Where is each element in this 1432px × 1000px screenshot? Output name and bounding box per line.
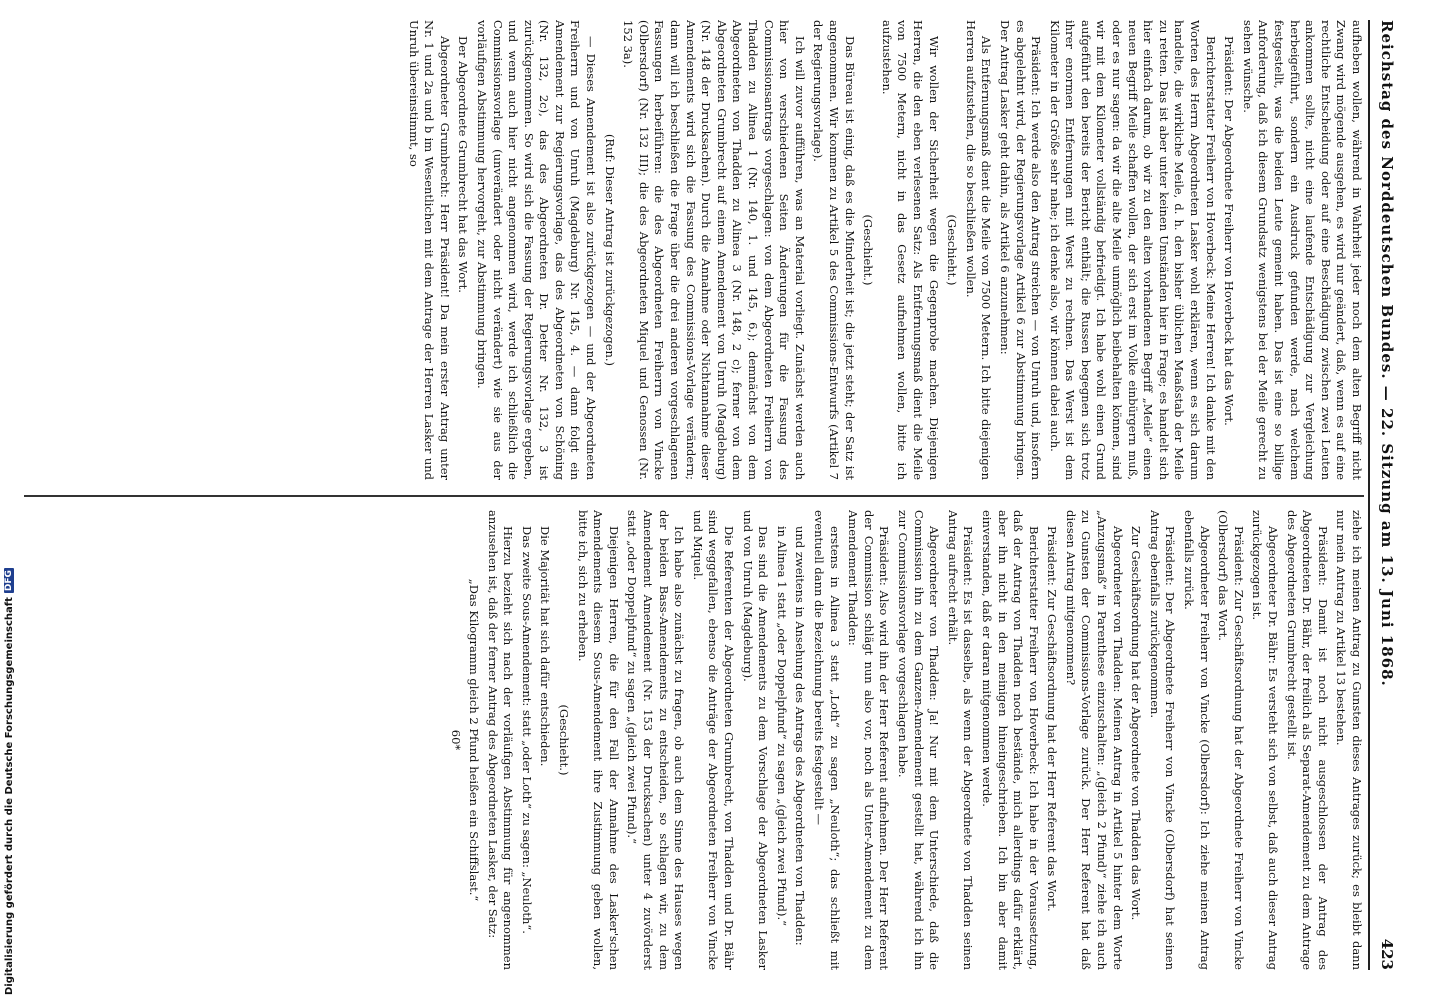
paragraph: Die Referenten der Abgeordneten Grumbrecht, von Thadden und Dr. Bähr sind weggefallen, ebenso die Anträge der Abgeordneten Freiherr von Vincke und Miquel. (690, 510, 737, 970)
paragraph: Das Büreau ist einig, daß es die Minderheit ist; die jetzt steht; der Satz ist angenommen. Wir kommen zu Artikel 5 des Commissions-Entwurfs (Artikel 7 der Regierungsvorlage). (811, 20, 857, 480)
paragraph: Ich habe also zunächst zu fragen, ob auch dem Sinne des Hauses wegen der beiden Bass-Amendements zu entscheiden, so schlagen wir, zu dem Amendement Amendement (Nr. 153 der Drucksachen) unter 4 zuvörderst statt „oder Doppelpfund“ zu sagen „(gleich zwei Pfund).“ (625, 510, 687, 970)
paragraph: Abgeordneter von Thadden: Ja! Nur mit dem Unterschiede, daß die Commission ihn zu dem Ganzen-Amendement gestellt hat, während ich ihn zur Commissionsvorlage vorgeschlagen habe. (895, 510, 942, 970)
page-number: 423 (1378, 938, 1396, 970)
right-column (24, 510, 1364, 970)
paragraph: — Dieses Amendement ist also zurückgezogen — und der Abgeordneten Freiherrn und von Unruh (Magdeburg) Nr. 145, 4. — dann folgt ein Amendement zur Regierungsvorlage, das des Abgeordneten von Schöning (Nr. 132, 2c), das des Abgeordneten Dr. Detter Nr. 132, 3 ist zurückgenommen. So wird sich die Fassung der Regierungsvorlage ergeben, und wenn auch hier nicht angenommen wird, werde ich schließlich die Commissionsvorlage (unverändert oder nicht verändert) wie sie aus der vorläufigen Abstimmung hervorgeht, zur Abstimmung bringen. (474, 20, 599, 480)
dfg-logo: DFG (4, 570, 14, 592)
paragraph: Das sind die Amendements zu dem Vorschlage der Abgeordneten Lasker und von Unruh (Magdeburg). (740, 510, 771, 970)
paragraph: Ich will zuvor aufführen, was an Material vorliegt. Zunächst werden auch hier von verschiedenen Seiten Änderungen für die Fassung des Commissionsantrags vorgeschlagen: von dem Abgeordneten Freiherrn von Thadden zu Alinea 1 (Nr. 140, 1. und 145, 6.); demnächst von dem Abgeordneten von Thadden zu Alinea 3 (Nr. 148, 2 c); ferner von dem Abgeordneten Grumbrecht auf einem Amendement von Unruh (Magdeburg) (Nr. 148 der Drucksachen). Durch die Annahme oder Nichtannahme dieser Amendements wird sich die Fassung des Commissions-Vorlage verändern; dann will ich beschließen die Frage über die drei anderen vorgeschlagenen Fassungen herbeiführen: die des Abgeordneten Freiherrn von Vincke (Olbersdorf) (Nr. 132 III); die des Abgeordneten Miquel und Genossen (Nr. 152 3a). (621, 20, 807, 480)
paragraph: Präsident: Der Abgeordnete Freiherr von Vincke (Olbersdorf) hat seinen Antrag ebenfalls zurückgenommen. (1147, 510, 1178, 970)
paragraph: Zur Geschäftsordnung hat der Abgeordnete von Thadden das Wort. (1129, 526, 1144, 921)
paragraph: Präsident: Also wird ihn der Herr Referent aufnehmen. Der Herr Referent der Commission schlägt nun also vor, noch als Unter-Amendement zu dem Amendement Thadden: (846, 510, 892, 970)
paragraph: Abgeordneter von Thadden: Meinen Antrag in Artikel 5 hinter dem Worte „Anzugsmaß“ in Parenthese einzuschalten: „(gleich 2 Pfund)“ ziehe ich auch zu Gunsten der Commissions-Vorlage zurück. Der Herr Referent hat daß diesen Antrag mitgenommen? (1063, 510, 1125, 970)
stage-direction: (Geschieht.) (945, 214, 960, 286)
paragraph: Präsident: Zur Geschäftsordnung hat der Abgeordnete Freiherr von Vincke (Olbersdorf) das Wort. (1216, 510, 1246, 970)
stage-direction: (Geschieht.) (861, 214, 876, 286)
digitization-text-row (2, 570, 16, 995)
paragraph: aufheben wollen, während in Wahrheit jeder noch dem alten Begriff nicht Zwang wird mögende ausgehen, es wird nur geändert, daß, wenn es auf eine rechtliche Entscheidung oder auf eine Beschädigung zwischen zwei Leuten ankommen sollte, nicht eine laufende Entschädigung zur Vergleichung herbeigeführt, sondern ein Ausdruck gefunden werde, nach welchem festgestellt, was die beiden Leute gemeint haben. Das ist eine so billige Anforderung, daß ich diesem Grundsatz wenigstens bei der Meile gerecht zu sehen wünsche. (1240, 20, 1364, 480)
digitization-text: Digitalisierung gefördert durch die Deutsche Forschungsgemeinschaft (3, 597, 15, 995)
paragraph: Hierzu bezieht sich nach der vorläufigen Abstimmung für angenommen anzusehen ist, daß der ferner Antrag des Abgeordneten Lasker, der Satz: (485, 510, 516, 970)
rotated-page-content (10, 0, 1410, 985)
page-header (1372, 20, 1402, 970)
paragraph: Der Abgeordnete Grumbrecht hat das Wort. (456, 36, 471, 293)
left-column (24, 20, 1364, 480)
paragraph: Präsident: Der Abgeordnete Freiherr von Hoverbeck hat das Wort. (1222, 36, 1237, 426)
paragraph: Das zweite Sous-Amendement: statt „oder Loth“ zu sagen: „Neuloth“. (519, 526, 534, 934)
header-rule (1368, 20, 1370, 970)
paragraph: Diejenigen Herren, die für den Fall der Annahme des Lasker'schen Amendements diesem Sous-Amendement ihre Zustimmung geben wollen, bitte ich, sich zu erheben. (575, 510, 621, 970)
paragraph: Präsident: Damit ist noch nicht ausgeschlossen der Antrag des Abgeordneten Dr. Bähr, der freilich als Separat-Amendement zu dem Antrage des Abgeordneten Grumbrecht gestellt ist. (1284, 510, 1330, 970)
paragraph: ziehe ich meinen Antrag zu Gunsten dieses Antrages zurück; es bleibt dann nur mein Antrag zu Artikel 13 bestehen. (1334, 510, 1364, 970)
paragraph: erstens in Alinea 3 statt „Loth“ zu sagen „Neuloth“; das schließt mit eventuell dann die Bezeichnung bereits festgestellt — (812, 510, 842, 970)
paragraph: Präsident: Es ist dasselbe, als wenn der Abgeordnete von Thadden seinen Antrag aufrecht erhält. (945, 510, 976, 970)
paragraph: Abgeordneter Dr. Bähr: Es versteht sich von selbst, daß auch dieser Antrag zurückgezogen ist. (1250, 510, 1281, 970)
stage-direction: (Geschieht.) (557, 704, 572, 776)
paragraph: Abgeordneter Grumbrecht: Herr Präsident! Da mein erster Antrag unter Nr. 1 und 2a und b im Wesentlichen mit dem Antrage der Herren Lasker und Unruh übereinstimmt, so (406, 20, 452, 480)
paragraph: Berichterstatter Freiherr von Hoverbeck: Ich habe in der Voraussetzung, daß der Antrag von Thadden noch bestände, mich allerdings dafür erklärt, aber ihn nicht in den meinigen hineingeschrieben. Ich bin aber damit einverstanden, daß er daran mitgenommen werde. (979, 510, 1041, 970)
paragraph: Abgeordneter Freiherr von Vincke (Olbersdorf): Ich ziehe meinen Antrag ebenfalls zurück. (1182, 510, 1212, 970)
paragraph: „Das Kilogramm gleich 2 Pfund heißen ein Schiffslast.“ (467, 578, 482, 902)
paragraph: in Alinea 1 statt „oder Doppelpfund“ zu sagen „(gleich zwei Pfund).“ (774, 526, 789, 927)
paragraph: Berichterstatter Freiherr von Hoverbeck: Meine Herren! Ich danke mit den Worten des Herrn Abgeordneten Lasker wohl erklären, wenn es sich darum handelte, die wirkliche Meile, d. h. den bisher üblichen Maaßstab der Meile zu retten. Das ist aber unter keinen Umständen hier in Frage; es handelt sich hier einfach darum, ob wir zu den alten vorhandenen Begriff „Meile“ einen neuen Begriff Meile schaffen wollen, der sich erst im Volke einbürgern muß, oder es nur sagen: da wir die alte Meile unmöglich beibehalten können, sind wir mit dem Kilometer vollständig befriedigt. Ich habe wohl einen Grund aufgeführt den bereits der Bericht enthält; die Russen begegnen sich trotz ihrer enormen Entfernungen mit Werst zu rechnen. Das Werst ist dem Kilometer in der Größe sehr nahe; ich denke also, wir können dabei auch. (1047, 20, 1218, 480)
signature-mark: 60* (448, 729, 463, 751)
running-title: Reichstag des Norddeutschen Bundes. — 22. Sitzung am 13. Juni 1868. (1378, 20, 1396, 687)
paragraph: Wir wollen der Sicherheit wegen die Gegenprobe machen. Diejenigen Herren, die den eben verlesenen Satz: Als Entfernungsmaß dient die Meile von 7500 Metern, nicht in das Gesetz aufnehmen wollen, bitte ich aufzustehen. (879, 20, 941, 480)
paragraph: Präsident: Ich werde also den Antrag streichen — von Unruh und, insofern es abgelehnt wird, der Regierungsvorlage Artikel 6 zur Abstimmung bringen. Der Antrag Lasker geht dahin, als Artikel 6 anzunehmen: (997, 20, 1044, 480)
digitization-note (2, 570, 16, 995)
paragraph: und zweitens in Ansehung des Antrags des Abgeordneten von Thadden: (793, 526, 808, 946)
paragraph: Die Majorität hat sich dafür entschieden. (538, 526, 553, 767)
paragraph: Als Entfernungsmaß dient die Meile von 7500 Metern. Ich bitte diejenigen Herren aufzustehen, die so beschließen wollen. (963, 20, 994, 480)
stage-direction: (Ruf: Dieser Antrag ist zurückgezogen.) (602, 133, 617, 367)
column-divider (24, 495, 1364, 497)
paragraph: Präsident: Zur Geschäftsordnung hat der Herr Referent das Wort. (1045, 526, 1060, 912)
